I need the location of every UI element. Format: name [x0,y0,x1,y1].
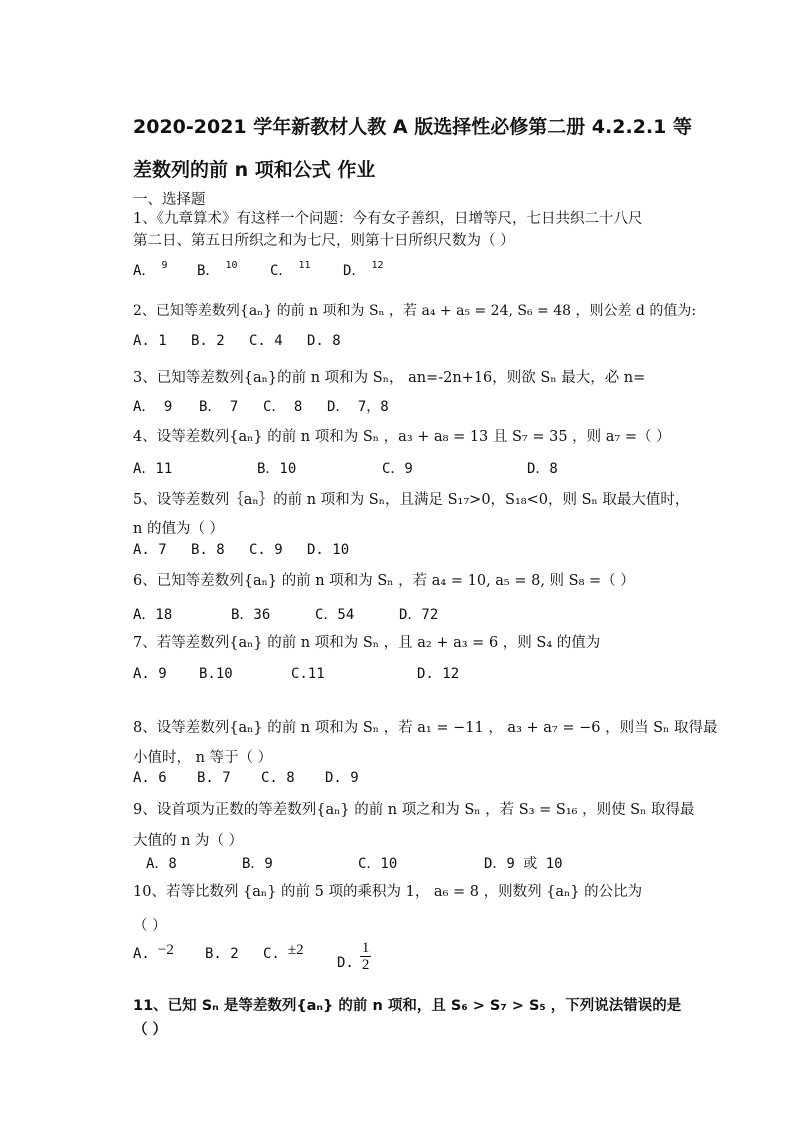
fraction: $\frac{1}{2}$ [361,940,370,973]
question-2: 2、已知等差数列{aₙ} 的前 n 项和为 Sₙ ，若 a₄ + a₅ = 24, S₆ = 48 ，则公差 d 的值为: [133,303,697,319]
question-3: 3、已知等差数列{aₙ}的前 n 项和为 Sₙ， an=-2n+16，则欲 Sₙ 最大，必 n= [133,370,646,386]
option-d: D. $\frac{1}{2}$ [337,940,370,973]
option-a: A．11 [133,461,173,477]
section-heading: 一、选择题 [133,192,206,208]
option-d: D．8 [527,461,558,477]
option-a: A．18 [133,607,173,623]
option-b: B. 2 [191,333,225,349]
option-c: C．54 [315,607,355,623]
option-b: B.10 [199,666,233,682]
option-a: A. 1 [133,333,167,349]
option-b: B. 7 [197,770,231,786]
option-a: A. 6 [133,770,167,786]
question-1-line-1: 1、《九章算术》有这样一个问题：今有女子善织，日增等尺，七日共织二十八尺 [133,211,643,227]
question-5-line-2: n 的值为（ ） [133,521,225,537]
option-c: C．9 [382,461,413,477]
option-d: D. 12 [417,666,460,682]
option-c: C. 8 [261,770,295,786]
title-line-1: 2020-2021 学年新教材人教 A 版选择性必修第二册 4.2.2.1 等 [133,116,692,138]
option-d: D. 9 [325,770,359,786]
question-8-line-2: 小值时， n 等于（ ） [133,750,273,766]
option-d: D． 7，8 [327,399,389,415]
question-5-line-1: 5、设等差数列｛aₙ｝的前 n 项和为 Sₙ，且满足 S₁₇>0，S₁₈<0，则 Sₙ 取最大值时， [133,492,690,508]
option-c: C. ±2 [263,942,304,962]
title-line-2: 差数列的前 n 项和公式 作业 [133,159,376,181]
option-c: C. 4 [249,333,283,349]
option-d: D．72 [399,607,439,623]
question-1-line-2: 第二日、第五日所织之和为七尺，则第十日所织尺数为（ ） [133,233,515,249]
option-d: D. 8 [307,333,341,349]
option-b: B． 7 [199,399,239,415]
option-a: A. −2 [133,942,174,962]
option-a: A． $^9$ [133,260,168,279]
option-a: A．8 [146,856,177,872]
option-b: B．9 [242,856,273,872]
option-c: C． $^{11}$ [270,260,311,279]
question-11-line-1: 11、已知 Sₙ 是等差数列{aₙ} 的前 n 项和，且 S₆ > S₇ > S₅ ，下列说法错误的是 [133,998,682,1014]
question-10-line-1: 10、若等比数列 {aₙ} 的前 5 项的乘积为 1， a₆ = 8 ，则数列 {aₙ} 的公比为 [133,884,643,900]
question-11-line-2: （ ） [133,1022,168,1038]
question-10-line-2: （ ） [133,918,167,934]
option-a: A． 9 [133,399,173,415]
option-b: B．36 [231,607,271,623]
question-8-line-1: 8、设等差数列{aₙ} 的前 n 项和为 Sₙ ，若 a₁ = −11 ， a₃ + a₇ = −6 ，则当 Sₙ 取得最 [133,720,718,736]
option-d: D. 10 [307,542,350,558]
question-6: 6、已知等差数列{aₙ} 的前 n 项和为 Sₙ ，若 a₄ = 10, a₅ = 8, 则 S₈ =（ ） [133,573,635,589]
question-7: 7、若等差数列{aₙ} 的前 n 项和为 Sₙ ，且 a₂ + a₃ = 6 ，则 S₄ 的值为 [133,635,601,651]
option-d: D．9 或 10 [484,856,563,872]
question-9-line-1: 9、设首项为正数的等差数列{aₙ} 的前 n 项之和为 Sₙ ，若 S₃ = S₁₆ ，则使 Sₙ 取得最 [133,802,695,818]
option-a: A. 7 [133,542,167,558]
question-4: 4、设等差数列{aₙ} 的前 n 项和为 Sₙ ，a₃ + a₈ = 13 且 S₇ = 35 ，则 a₇ =（ ） [133,429,671,445]
option-b: B. 8 [191,542,225,558]
option-a: A. 9 [133,666,167,682]
option-c: C．10 [358,856,398,872]
option-b: B. 2 [205,946,239,962]
option-c: C. 9 [249,542,283,558]
option-c: C.11 [291,666,325,682]
option-b: B．10 [257,461,297,477]
question-9-line-2: 大值的 n 为（ ） [133,833,244,849]
option-d: D． $^{12}$ [343,260,384,279]
option-b: B． $^{10}$ [197,260,238,279]
option-c: C． 8 [263,399,303,415]
